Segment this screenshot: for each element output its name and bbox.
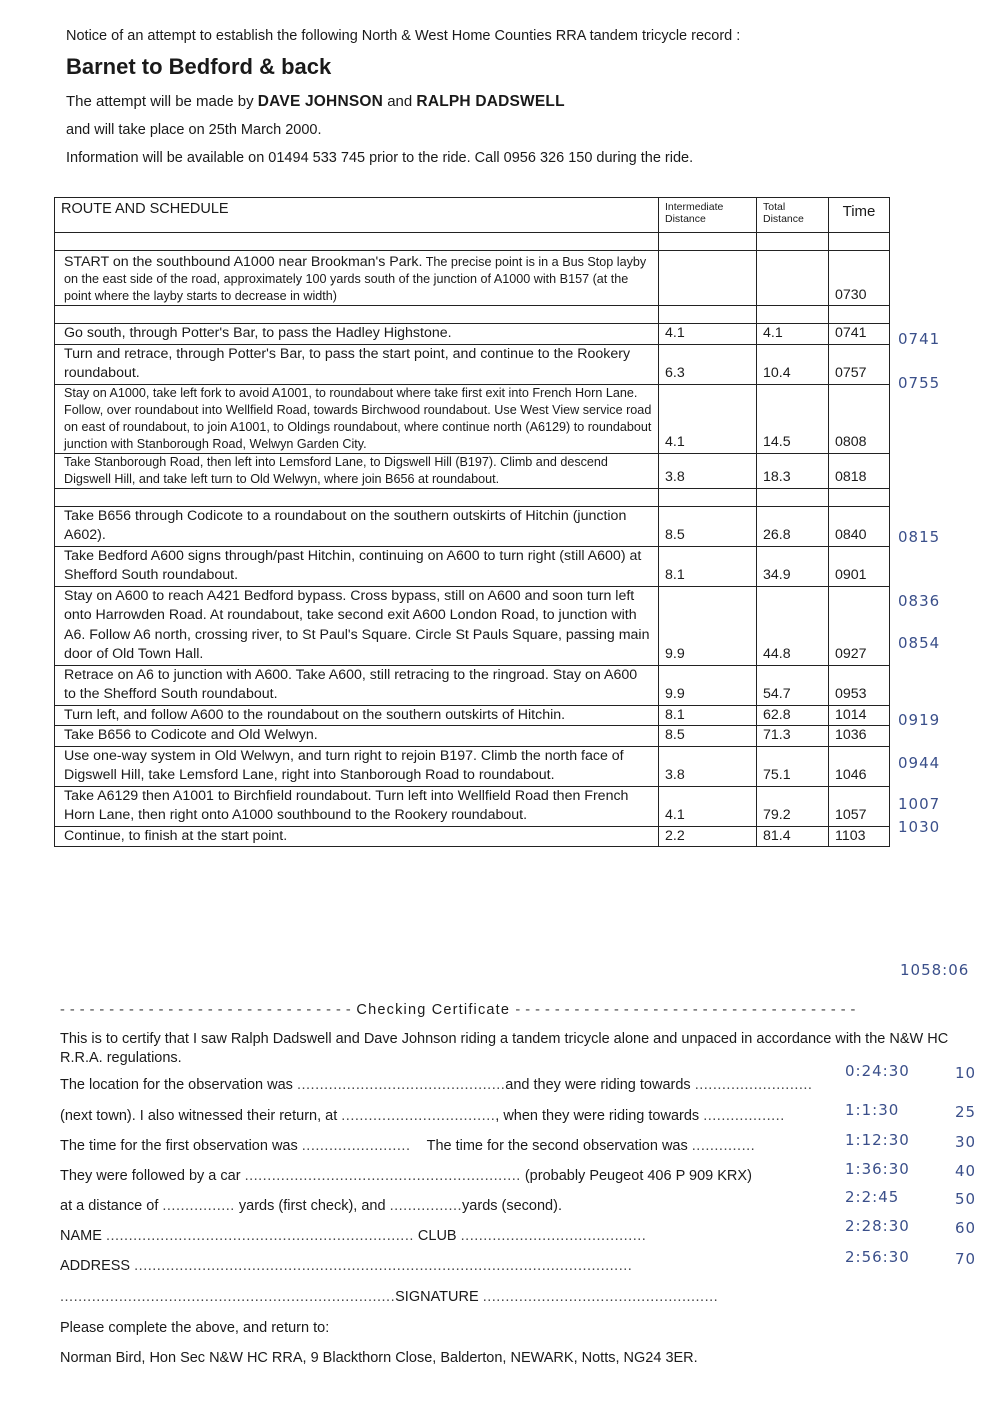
distance-line: at a distance of ................ yards (first check), and ................yards (second). <box>60 1198 562 1214</box>
intermediate-distance-cell: 2.2 <box>659 826 757 847</box>
return-line: (next town). I also witnessed their return, at .................................., when they were riding towards .................. <box>60 1108 785 1124</box>
intermediate-distance-cell: 9.9 <box>659 586 757 665</box>
handwritten-split-distance: 10 <box>955 1064 977 1082</box>
route-cell: Take Bedford A600 signs through/past Hitchin, continuing on A600 to turn right (still A600) at Shefford South roundabout. <box>55 546 659 586</box>
time-cell: 1036 <box>829 726 890 747</box>
total-distance-cell: 71.3 <box>757 726 829 747</box>
intermediate-distance-cell: 8.5 <box>659 506 757 546</box>
time-cell: 0808 <box>829 384 890 453</box>
table-row <box>55 453 890 488</box>
handwritten-time: 0741 <box>898 330 941 348</box>
handwritten-time: 0836 <box>898 592 941 610</box>
total-distance-cell: 79.2 <box>757 786 829 826</box>
handwritten-split-distance: 40 <box>955 1162 977 1180</box>
route-cell: Retrace on A6 to junction with A600. Take A600, still retracing to the ringroad. Stay on A600 to the Shefford South roundabout. <box>55 665 659 705</box>
route-cell: Stay on A600 to reach A421 Bedford bypass. Cross bypass, still on A600 and soon turn left onto Harrowden Road. At roundabout, take second exit A600 London Road, to junction with A6. Follow A6 north, crossing river, to St Paul's Square. Circle St Pauls Square, passing main door of Old Town Hall. <box>55 586 659 665</box>
and-word: and <box>387 93 413 110</box>
route-cell: Take B656 to Codicote and Old Welwyn. <box>55 726 659 747</box>
header-route: ROUTE AND SCHEDULE <box>55 198 659 233</box>
table-row <box>55 506 890 546</box>
table-row <box>55 746 890 786</box>
route-cell: Continue, to finish at the start point. <box>55 826 659 847</box>
table-row <box>55 546 890 586</box>
time-cell: 0953 <box>829 665 890 705</box>
car-line: They were followed by a car ............................................................. (probably Peugeot 406 P 909 KRX) <box>60 1168 752 1184</box>
handwritten-split-distance: 50 <box>955 1190 977 1208</box>
table-row <box>55 705 890 726</box>
info-line: Information will be available on 01494 533 745 prior to the ride. Call 0956 326 150 during the ride. <box>66 150 694 166</box>
route-cell: Stay on A1000, take left fork to avoid A1001, to roundabout where take first exit into French Horn Lane. Follow, over roundabout into Wellfield Road, towards Birchwood roundabout. Use West View service road on east of roundabout, to join A1001, to Oldings roundabout, where continue north (A6129) to roundabout junction with Stanborough Road, Welwyn Garden City. <box>55 384 659 453</box>
route-cell: Turn and retrace, through Potter's Bar, to pass the start point, and continue to the Rookery roundabout. <box>55 344 659 384</box>
table-row <box>55 344 890 384</box>
route-cell: Take B656 through Codicote to a roundabout on the southern outskirts of Hitchin (junction A602). <box>55 506 659 546</box>
handwritten-split-time: 1:12:30 <box>845 1131 910 1149</box>
intermediate-distance-cell: 8.5 <box>659 726 757 747</box>
intermediate-distance-cell: 4.1 <box>659 786 757 826</box>
handwritten-time: 0944 <box>898 754 941 772</box>
header-total: Total Distance <box>757 198 829 233</box>
total-distance-cell: 75.1 <box>757 746 829 786</box>
handwritten-split-time: 2:56:30 <box>845 1248 910 1266</box>
table-row <box>55 786 890 826</box>
intermediate-distance-cell: 3.8 <box>659 453 757 488</box>
rider-1: DAVE JOHNSON <box>257 93 384 110</box>
address-line: ADDRESS .............................................................................................................. <box>60 1258 633 1274</box>
intermediate-distance-cell: 6.3 <box>659 344 757 384</box>
notice-text: Notice of an attempt to establish the following North & West Home Counties RRA tandem tricycle record : <box>66 28 741 44</box>
start-cell <box>55 251 659 306</box>
table-row <box>55 826 890 847</box>
start-row <box>55 251 890 306</box>
time-cell: 0927 <box>829 586 890 665</box>
intermediate-distance-cell: 8.1 <box>659 546 757 586</box>
handwritten-split-time: 2:28:30 <box>845 1217 910 1235</box>
time-cell: 0741 <box>829 324 890 345</box>
time-cell: 0818 <box>829 453 890 488</box>
return-address: Norman Bird, Hon Sec N&W HC RRA, 9 Blackthorn Close, Balderton, NEWARK, Notts, NG24 3ER. <box>60 1350 698 1366</box>
time-cell: 1103 <box>829 826 890 847</box>
certificate-intro: This is to certify that I saw Ralph Dadswell and Dave Johnson riding a tandem tricycle alone and unpaced in accordance with the N&W HC R.R.A. regulations. <box>60 1031 949 1066</box>
route-schedule-table <box>54 197 890 847</box>
start-text: START on the southbound A1000 near Brookman's Park. <box>64 254 423 270</box>
attempt-line <box>66 93 565 111</box>
route-cell: Turn left, and follow A600 to the roundabout on the southern outskirts of Hitchin. <box>55 705 659 726</box>
handwritten-time: 0854 <box>898 634 941 652</box>
time-cell: 0901 <box>829 546 890 586</box>
start-detail: The precise point is in a Bus Stop layby on the east side of the road, approximately 100 yards south of the junction of A1000 with B157 (at the point where the layby starts to decrease in width) <box>64 255 647 303</box>
certificate-heading: - - - - - - - - - - - - - - - - - - - - - - - - - - - - - - Checking Certificate - - - - - - - - - - - - - - - - - - - - - - - - - - - - - - - - - - - <box>60 1002 856 1018</box>
handwritten-split-distance: 60 <box>955 1219 977 1237</box>
name-club-line: NAME .................................................................... CLUB ......................................... <box>60 1228 647 1244</box>
start-time: 0730 <box>829 251 890 306</box>
table-row <box>55 384 890 453</box>
total-distance-cell: 26.8 <box>757 506 829 546</box>
attempt-prefix: The attempt will be made by <box>66 93 254 110</box>
intermediate-distance-cell: 4.1 <box>659 324 757 345</box>
intermediate-distance-cell: 3.8 <box>659 746 757 786</box>
handwritten-time: 0919 <box>898 711 941 729</box>
blank-row <box>55 488 890 506</box>
handwritten-split-time: 1:1:30 <box>845 1101 900 1119</box>
route-cell: Take A6129 then A1001 to Birchfield roundabout. Turn left into Wellfield Road then French Horn Lane, then right onto A1000 southbound to the Rookery roundabout. <box>55 786 659 826</box>
intermediate-distance-cell: 8.1 <box>659 705 757 726</box>
table-row <box>55 726 890 747</box>
total-distance-cell: 62.8 <box>757 705 829 726</box>
handwritten-split-distance: 25 <box>955 1103 977 1121</box>
intermediate-distance-cell: 9.9 <box>659 665 757 705</box>
handwritten-time: 1058:06 <box>900 961 970 979</box>
time-cell: 0840 <box>829 506 890 546</box>
return-to-line: Please complete the above, and return to: <box>60 1320 330 1336</box>
handwritten-time: 1007 <box>898 795 941 813</box>
table-row <box>55 324 890 345</box>
document-title: Barnet to Bedford & back <box>66 54 332 79</box>
intermediate-distance-cell: 4.1 <box>659 384 757 453</box>
handwritten-split-distance: 70 <box>955 1250 977 1268</box>
handwritten-split-distance: 30 <box>955 1133 977 1151</box>
table-row <box>55 665 890 705</box>
total-distance-cell: 44.8 <box>757 586 829 665</box>
time-cell: 1057 <box>829 786 890 826</box>
location-line: The location for the observation was ..............................................and they were riding towards .......................... <box>60 1077 813 1093</box>
total-distance-cell: 10.4 <box>757 344 829 384</box>
blank-row <box>55 306 890 324</box>
handwritten-split-time: 2:2:45 <box>845 1188 900 1206</box>
date-line: and will take place on 25th March 2000. <box>66 122 322 138</box>
table-header-row <box>55 198 890 233</box>
route-cell: Take Stanborough Road, then left into Lemsford Lane, to Digswell Hill (B197). Climb and descend Digswell Hill, and take left turn to Old Welwyn, where join B656 at roundabout. <box>55 453 659 488</box>
table-row <box>55 586 890 665</box>
handwritten-split-time: 1:36:30 <box>845 1160 910 1178</box>
handwritten-time: 1030 <box>898 818 941 836</box>
total-distance-cell: 4.1 <box>757 324 829 345</box>
total-distance-cell: 18.3 <box>757 453 829 488</box>
handwritten-time: 0815 <box>898 528 941 546</box>
signature-line: ..........................................................................SIGNATURE .................................................... <box>60 1289 719 1305</box>
handwritten-time: 0755 <box>898 374 941 392</box>
time-cell: 0757 <box>829 344 890 384</box>
blank-row <box>55 233 890 251</box>
header-intermediate: Intermediate Distance <box>659 198 757 233</box>
time-cell: 1014 <box>829 705 890 726</box>
rider-2: RALPH DADSWELL <box>416 93 565 110</box>
route-cell: Use one-way system in Old Welwyn, and turn right to rejoin B197. Climb the north face of Digswell Hill, take Lemsford Lane, right into Stanborough Road to roundabout. <box>55 746 659 786</box>
handwritten-split-time: 0:24:30 <box>845 1062 910 1080</box>
observation-times-line: The time for the first observation was ........................ The time for the second observation was .............. <box>60 1138 756 1154</box>
total-distance-cell: 54.7 <box>757 665 829 705</box>
total-distance-cell: 81.4 <box>757 826 829 847</box>
route-cell: Go south, through Potter's Bar, to pass the Hadley Highstone. <box>55 324 659 345</box>
header-time: Time <box>829 198 890 233</box>
total-distance-cell: 14.5 <box>757 384 829 453</box>
total-distance-cell: 34.9 <box>757 546 829 586</box>
time-cell: 1046 <box>829 746 890 786</box>
